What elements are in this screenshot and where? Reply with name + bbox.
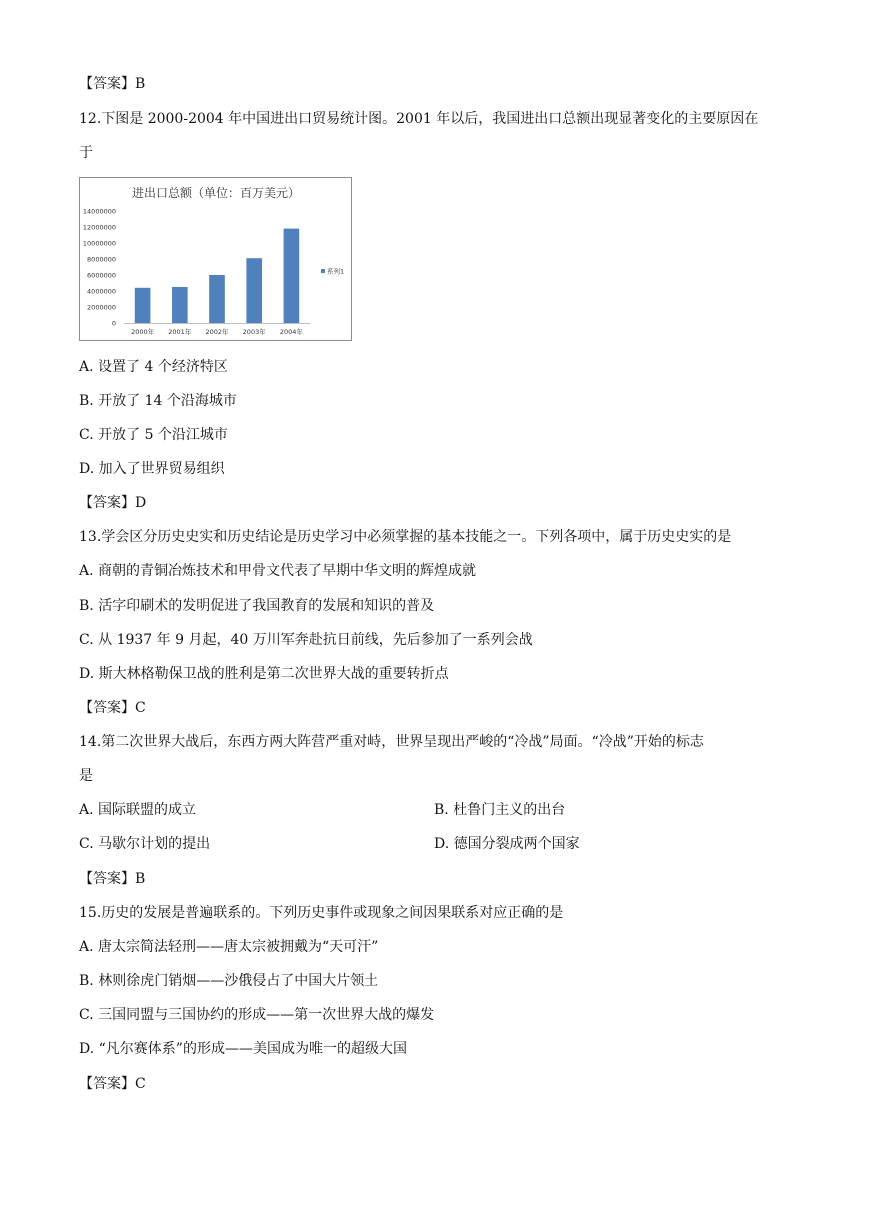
q13-option-c: C. 从 1937 年 9 月起，40 万川军奔赴抗日前线，先后参加了一系列会战 [79, 632, 533, 648]
legend-swatch [321, 269, 325, 273]
bars-group [135, 229, 299, 323]
legend-label: 系列1 [327, 267, 345, 276]
answer-q12: 【答案】D [79, 495, 147, 511]
q13-option-b: B. 活字印刷术的发明促进了我国教育的发展和知识的普及 [79, 598, 435, 614]
q13-option-d: D. 斯大林格勒保卫战的胜利是第二次世界大战的重要转折点 [79, 666, 449, 682]
bar [246, 258, 262, 323]
y-tick-label: 12000000 [82, 223, 116, 232]
question-15-stem: 15.历史的发展是普遍联系的。下列历史事件或现象之间因果联系对应正确的是 [79, 905, 564, 921]
question-12-stem-line1: 12.下图是 2000-2004 年中国进出口贸易统计图。2001 年以后，我国进出口总额出现显著变化的主要原因在 [79, 111, 759, 127]
trade-chart-svg [80, 178, 353, 342]
q15-option-b: B. 林则徐虎门销烟——沙俄侵占了中国大片领土 [79, 973, 379, 989]
q13-option-a: A. 商朝的青铜冶炼技术和甲骨文代表了早期中华文明的辉煌成就 [79, 563, 477, 579]
y-tick-label: 6000000 [87, 271, 116, 280]
x-tick-label: 2000年 [131, 328, 155, 336]
y-tick-label: 14000000 [82, 207, 116, 216]
q12-option-b: B. 开放了 14 个沿海城市 [79, 393, 237, 409]
x-tick-label: 2001年 [168, 328, 192, 336]
bar [135, 288, 151, 323]
x-tick-label: 2004年 [279, 328, 303, 336]
bar [209, 275, 225, 323]
q15-option-d: D. “凡尔赛体系”的形成——美国成为唯一的超级大国 [79, 1041, 407, 1057]
answer-q11: 【答案】B [79, 76, 146, 92]
q12-option-c: C. 开放了 5 个沿江城市 [79, 427, 228, 443]
y-axis-ticks [83, 208, 116, 328]
q14-option-d: D. 德国分裂成两个国家 [434, 836, 580, 852]
x-axis-ticks [131, 327, 303, 336]
question-14-stem-line1: 14.第二次世界大战后，东西方两大阵营严重对峙，世界呈现出严峻的“冷战”局面。“冷战”开始的标志 [79, 734, 704, 750]
y-tick-label: 2000000 [87, 303, 116, 312]
question-13-stem: 13.学会区分历史史实和历史结论是历史学习中必须掌握的基本技能之一。下列各项中，属于历史史实的是 [79, 529, 732, 545]
answer-q14: 【答案】B [79, 871, 146, 887]
chart-title: 进出口总额（单位：百万美元） [131, 186, 301, 200]
q14-option-a: A. 国际联盟的成立 [79, 802, 197, 818]
q15-option-a: A. 唐太宗简法轻刑——唐太宗被拥戴为“天可汗” [79, 939, 379, 955]
bar [172, 287, 188, 323]
y-tick-label: 8000000 [87, 255, 116, 264]
q12-option-a: A. 设置了 4 个经济特区 [79, 359, 228, 375]
question-14-stem-line2: 是 [79, 768, 93, 784]
q15-option-c: C. 三国同盟与三国协约的形成——第一次世界大战的爆发 [79, 1007, 435, 1023]
q14-option-b: B. 杜鲁门主义的出台 [434, 802, 566, 818]
x-tick-label: 2002年 [205, 328, 229, 336]
y-tick-label: 0 [111, 319, 116, 328]
answer-q15: 【答案】C [79, 1076, 146, 1092]
answer-q13: 【答案】C [79, 700, 146, 716]
bar [284, 229, 300, 323]
q12-option-d: D. 加入了世界贸易组织 [79, 461, 225, 477]
x-tick-label: 2003年 [242, 328, 266, 336]
y-tick-label: 4000000 [87, 287, 116, 296]
q14-option-c: C. 马歇尔计划的提出 [79, 836, 211, 852]
question-12-stem-line2: 于 [79, 145, 93, 161]
y-tick-label: 10000000 [82, 239, 116, 248]
trade-chart [79, 177, 352, 341]
